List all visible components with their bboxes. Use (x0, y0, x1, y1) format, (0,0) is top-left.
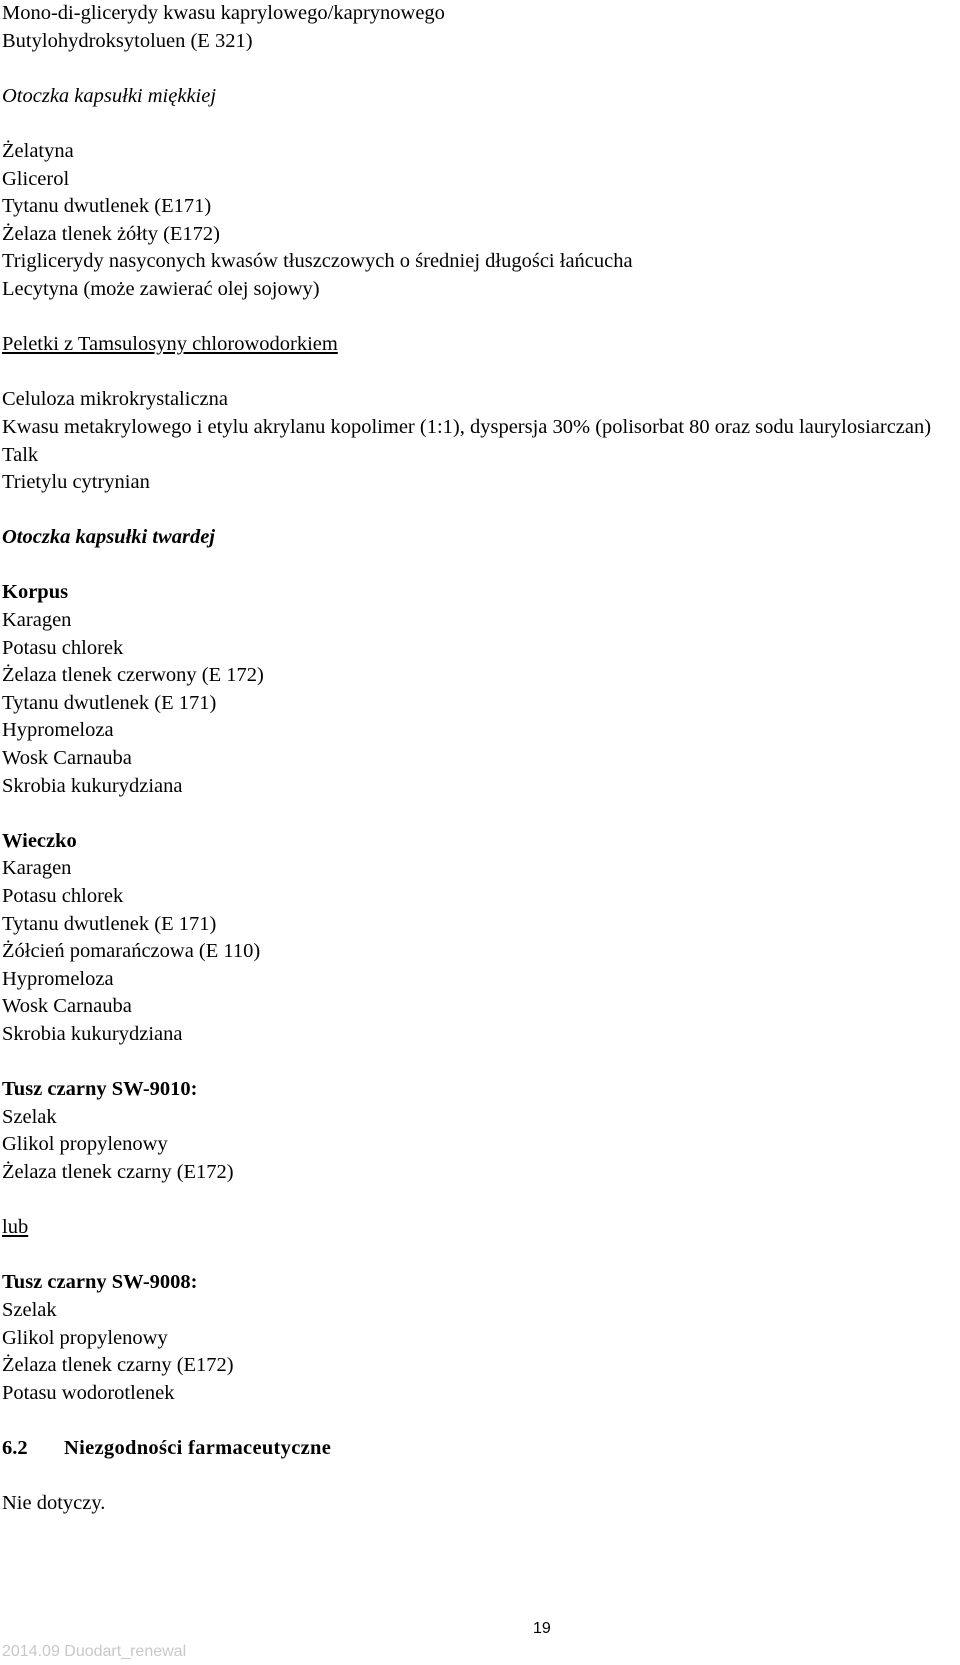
spacer (2, 800, 952, 828)
ingredient-line: Tytanu dwutlenek (E 171) (2, 691, 217, 714)
ingredient-line: Kwasu metakrylowego i etylu akrylanu kopolimer (1:1), dyspersja 30% (polisorbat 80 oraz sodu laurylosiarczan) (2, 415, 932, 438)
section-title: Niezgodności farmaceutyczne (64, 1436, 332, 1459)
ingredient-line: Karagen (2, 857, 72, 880)
document-footer-id: 2014.09 Duodart_renewal (2, 1643, 187, 1660)
ingredient-line: Glikol propylenowy (2, 1326, 168, 1349)
spacer (2, 1242, 952, 1270)
section-number: 6.2 (2, 1436, 28, 1459)
section-heading-incompatibilities (2, 1435, 952, 1463)
spacer (2, 1407, 952, 1435)
ingredient-line: Potasu chlorek (2, 636, 124, 659)
ingredient-line: Potasu chlorek (2, 885, 124, 907)
ingredient-line: Tytanu dwutlenek (E 171) (2, 912, 217, 935)
ingredient-line: Hypromeloza (2, 719, 114, 742)
spacer (2, 304, 952, 332)
spacer (2, 110, 952, 138)
ingredient-line: Glikol propylenowy (2, 1133, 168, 1156)
ingredient-line: Wosk Carnauba (2, 747, 132, 770)
spacer (2, 1187, 952, 1215)
ingredient-line: Skrobia kukurydziana (2, 1022, 183, 1045)
ingredient-line: Wosk Carnauba (2, 995, 132, 1018)
ingredient-line: Lecytyna (może zawierać olej sojowy) (2, 277, 320, 300)
spacer (2, 1049, 952, 1077)
spacer (2, 359, 952, 387)
ingredient-line: Żelaza tlenek czerwony (E 172) (2, 664, 264, 687)
ingredient-line: Żelaza tlenek żółty (E172) (2, 222, 220, 245)
ingredient-line: Szelak (2, 1105, 57, 1128)
ingredient-line: Szelak (2, 1298, 57, 1321)
section-body-text: Nie dotyczy. (2, 1492, 106, 1515)
ingredient-line: Skrobia kukurydziana (2, 774, 183, 797)
ingredient-line: Żelatyna (2, 139, 74, 162)
ingredient-line: Karagen (2, 609, 72, 632)
spacer (2, 55, 952, 83)
ingredient-line: Trietylu cytrynian (2, 471, 150, 494)
ingredient-line: Tytanu dwutlenek (E171) (2, 195, 212, 218)
subsection-heading-soft-capsule-shell: Otoczka kapsułki miękkiej (2, 84, 217, 107)
ingredient-line: Celuloza mikrokrystaliczna (2, 388, 228, 411)
ingredient-line: Talk (2, 443, 39, 466)
subsection-heading-hard-capsule-shell: Otoczka kapsułki twardej (2, 526, 215, 549)
ingredient-line: Żółcień pomarańczowa (E 110) (2, 940, 261, 963)
ingredient-line: Potasu wodorotlenek (2, 1381, 175, 1404)
ingredient-line: Glicerol (2, 167, 70, 190)
subsection-heading-ink-sw9010: Tusz czarny SW-9010: (2, 1078, 198, 1101)
subsection-heading-ink-sw9008: Tusz czarny SW-9008: (2, 1271, 198, 1294)
subsection-heading-pellets: Peletki z Tamsulosyny chlorowodorkiem (2, 333, 338, 356)
spacer (2, 497, 952, 525)
spacer (2, 552, 952, 580)
ingredient-line: Żelaza tlenek czarny (E172) (2, 1354, 234, 1377)
spacer (2, 1462, 952, 1490)
ingredient-line: Butylohydroksytoluen (E 321) (2, 29, 253, 52)
ingredient-line: Mono-di-glicerydy kwasu kaprylowego/kaprynowego (2, 2, 445, 24)
document-page (2, 0, 952, 1518)
ingredient-line: Żelaza tlenek czarny (E172) (2, 1160, 234, 1183)
alternative-separator: lub (2, 1216, 29, 1239)
ingredient-line: Hypromeloza (2, 967, 114, 990)
subsection-heading-body: Korpus (2, 581, 69, 604)
ingredient-line: Triglicerydy nasyconych kwasów tłuszczowych o średniej długości łańcucha (2, 250, 633, 273)
subsection-heading-cap: Wieczko (2, 829, 77, 852)
page-number: 19 (533, 1620, 551, 1637)
